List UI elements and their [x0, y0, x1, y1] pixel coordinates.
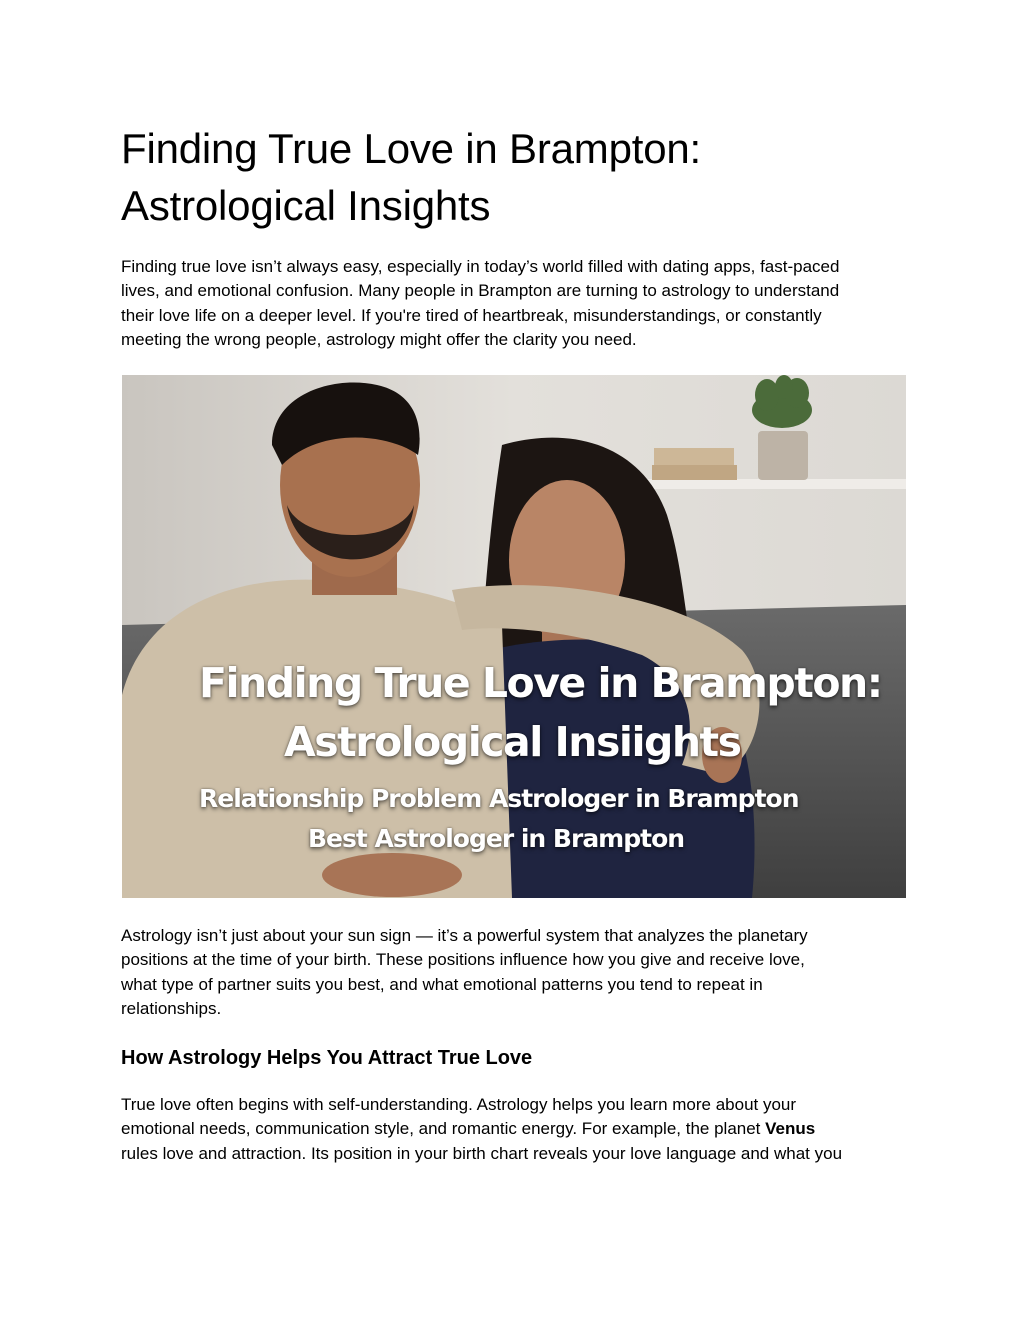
hero-overlay-subtitle: Relationship Problem Astrologer in Brampton — [199, 784, 799, 813]
text-line — [121, 1117, 911, 1141]
text-line: Finding true love isn’t always easy, especially in today’s world filled with dating apps, fast-paced — [121, 257, 840, 276]
text-line: their love life on a deeper level. If you're tired of heartbreak, misunderstandings, or constantly — [121, 305, 822, 325]
text-line: rules love and attraction. Its position in your birth chart reveals your love language and what you — [121, 1143, 843, 1163]
section-heading: How Astrology Helps You Attract True Love — [121, 1047, 533, 1069]
hero-overlay-title: Astrological Insiights — [284, 718, 741, 766]
text-fragment: emotional needs, communication style, and romantic energy. For example, the planet — [121, 1119, 766, 1139]
text-line: meeting the wrong people, astrology might offer the clarity you need. — [121, 329, 637, 349]
intro-paragraph — [121, 255, 911, 352]
body-paragraph — [121, 924, 911, 1021]
text-line: Astrology isn’t just about your sun sign — it’s a powerful system that analyzes the planetary — [121, 926, 808, 945]
hero-overlay-subtitle: Best Astrologer in Brampton — [308, 824, 685, 853]
hero-overlay-title: Finding True Love in Brampton: — [199, 659, 882, 707]
text-line: lives, and emotional confusion. Many people in Brampton are turning to astrology to understand — [121, 281, 840, 301]
title-line: Astrological Insights — [121, 182, 491, 229]
hero-image — [122, 375, 906, 898]
section-paragraph — [121, 1093, 911, 1166]
text-line: relationships. — [121, 998, 222, 1018]
hero-overlay-text — [122, 375, 906, 898]
bold-term: Venus — [765, 1119, 816, 1139]
text-line: positions at the time of your birth. These positions influence how you give and receive love, — [121, 950, 805, 970]
text-line: what type of partner suits you best, and what emotional patterns you tend to repeat in — [121, 974, 763, 994]
title-line: Finding True Love in Brampton: — [121, 125, 701, 172]
page-title — [121, 120, 911, 234]
text-line: True love often begins with self-understanding. Astrology helps you learn more about your — [121, 1095, 797, 1114]
